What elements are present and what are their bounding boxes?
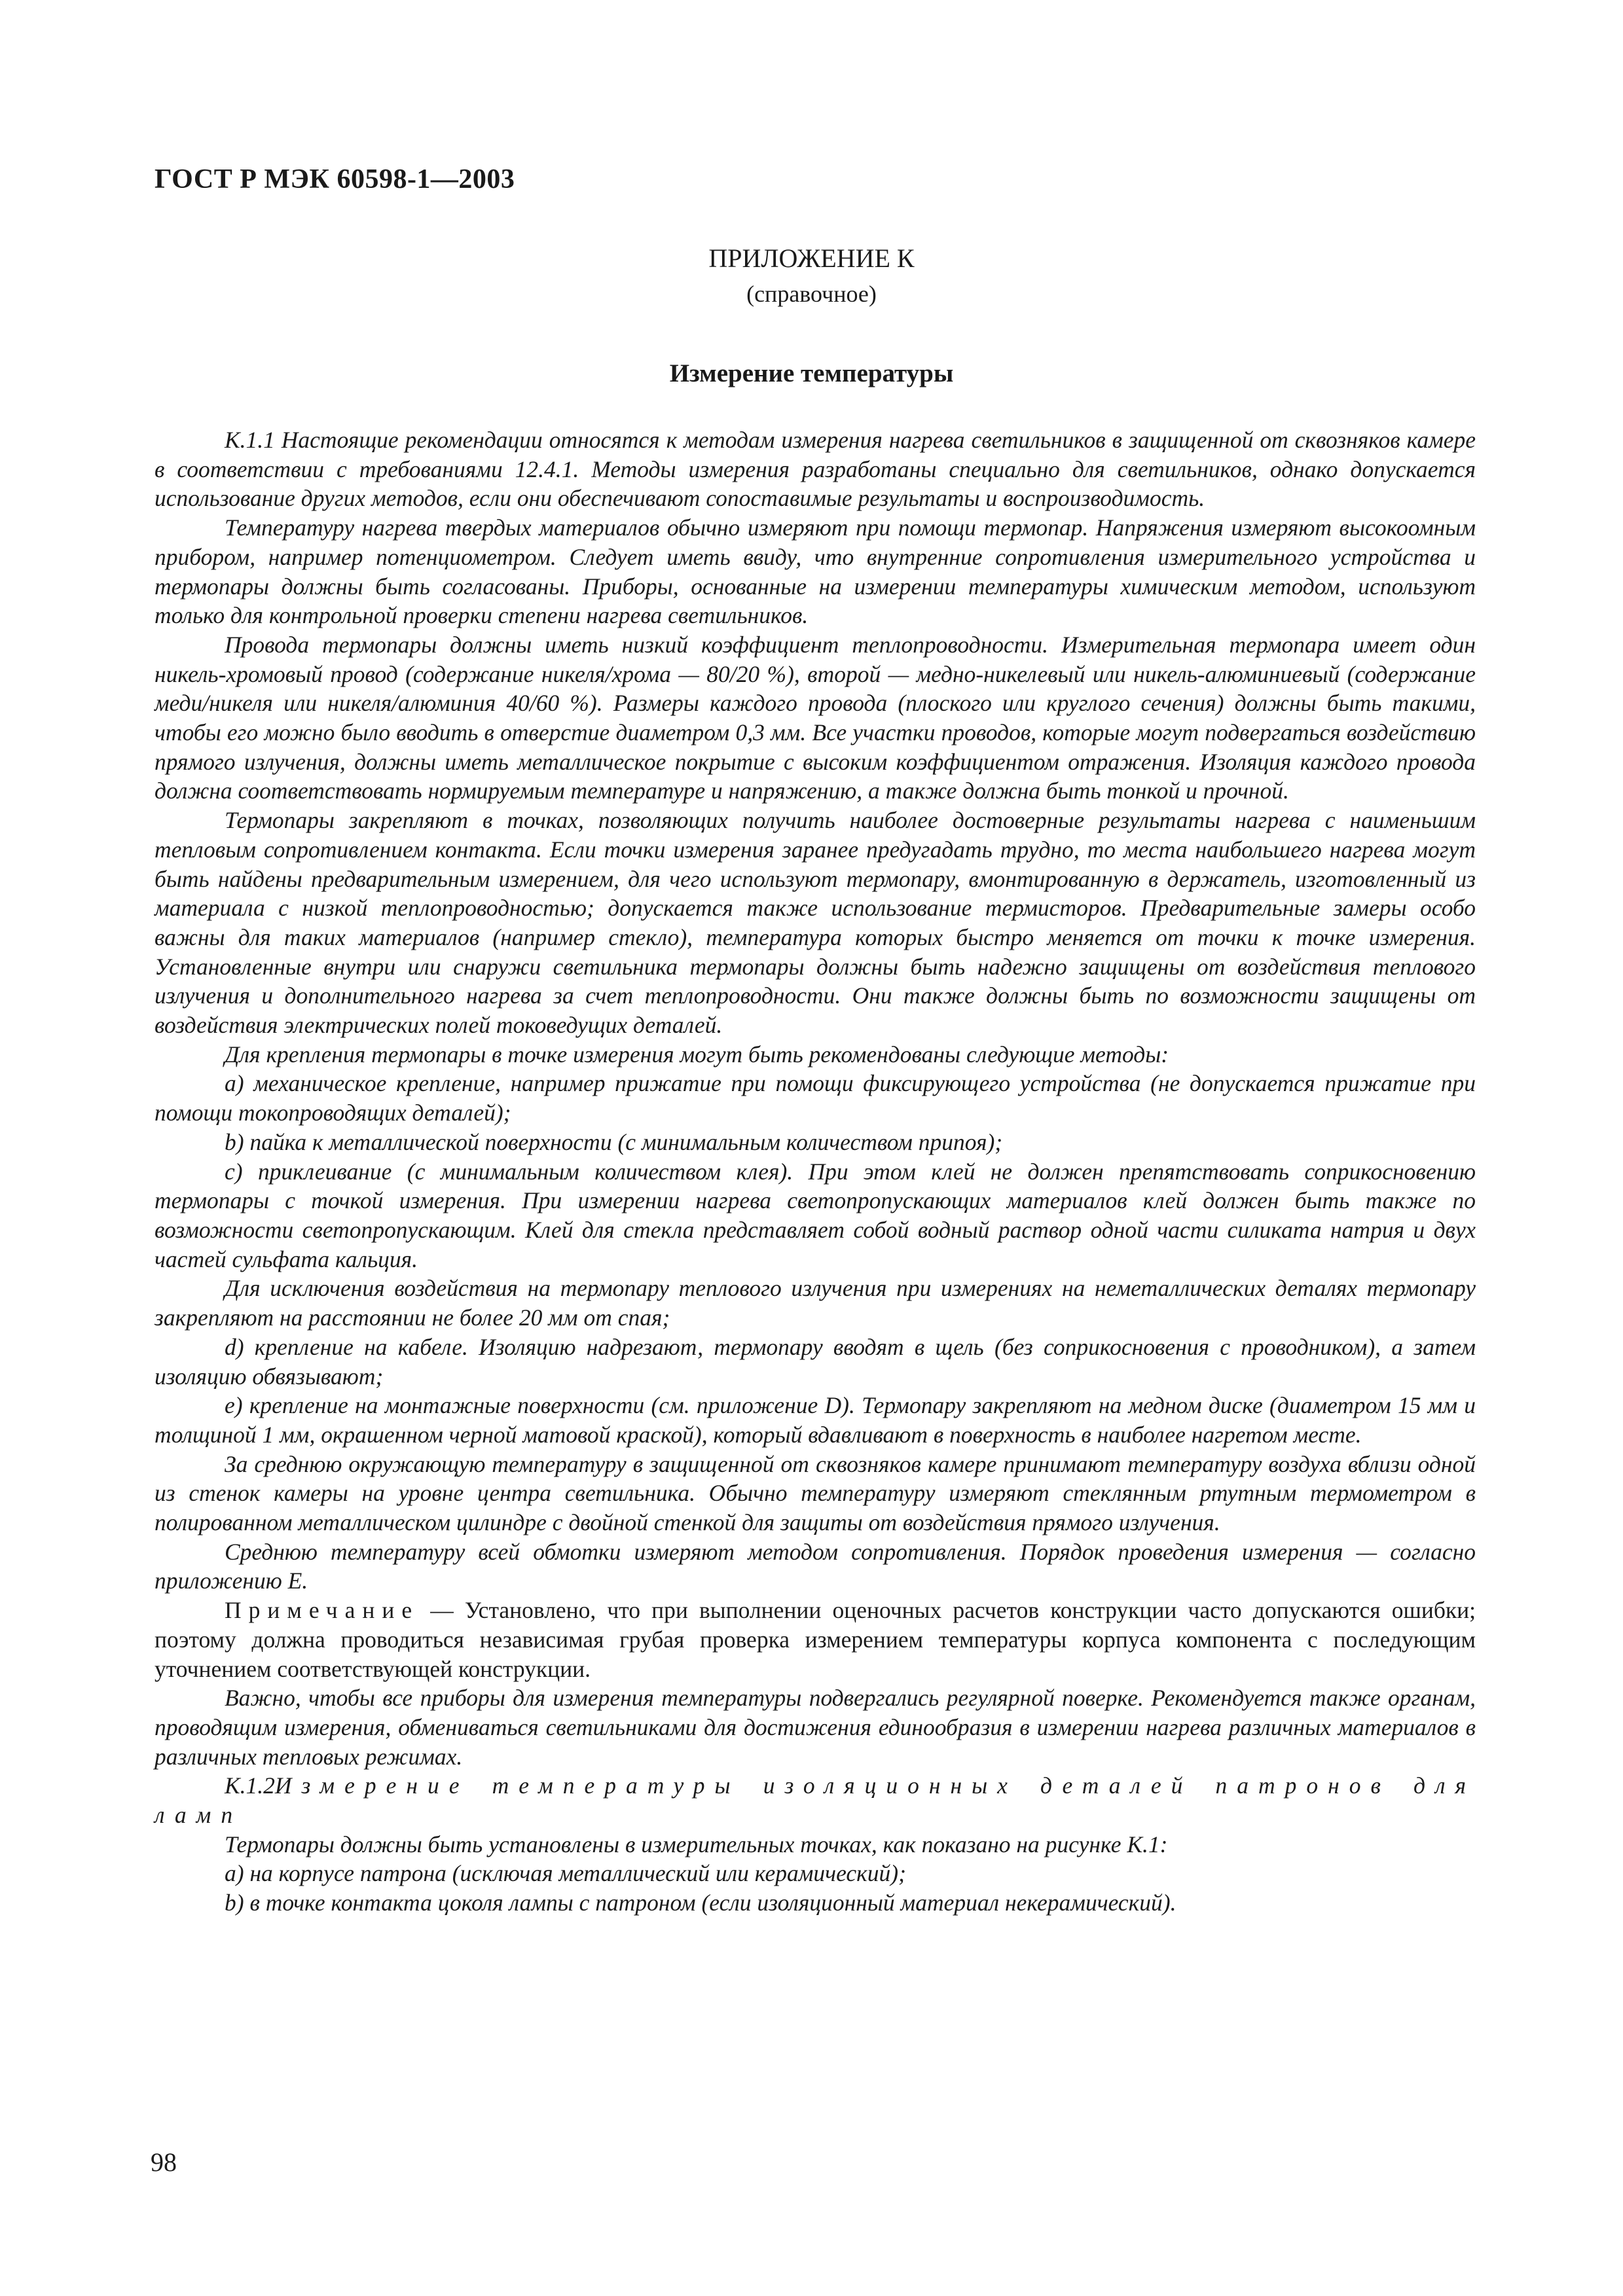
paragraph-calibration: Важно, чтобы все приборы для измерения температуры подвергались регулярной поверке. Рекомендуется также органам, проводящим измерения, обмениваться светильниками для достижения единообразия в измерении нагрева различных материалов в различных тепловых режимах.: [155, 1685, 1476, 1770]
final-list-item-b: b) в точке контакта цоколя лампы с патроном (если изоляционный материал некерамический).: [225, 1890, 1176, 1916]
list-item-a: а) механическое крепление, например прижатие при помощи фиксирующего устройства (не допускается прижатие при помощи токопроводящих деталей);: [155, 1070, 1476, 1126]
final-list-item-a: а) на корпусе патрона (исключая металлический или керамический);: [225, 1860, 906, 1887]
paragraph-k11: К.1.1 Настоящие рекомендации относятся к методам измерения нагрева светильников в защищенной от сквозняков камере в соответствии с требованиями 12.4.1. Методы измерения разработаны специально для светильников, однако допускается использование других методов, если они обеспечивают сопоставимые результаты и воспроизводимость.: [155, 427, 1476, 512]
section-title: Измерение температуры: [669, 359, 954, 387]
standard-header: ГОСТ Р МЭК 60598-1—2003: [155, 164, 515, 194]
appendix-heading: [0, 241, 1623, 312]
paragraph-ambient: За среднюю окружающую температуру в защищенной от сквозняков камере принимают температуру воздуха вблизи одной из стенок камеры на уровне центра светильника. Обычно температуру измеряют стеклянным ртутным термометром в полированном металлическом цилиндре с двойной стенкой для защиты от воздействия прямого излучения.: [155, 1450, 1476, 1536]
body-text: [155, 425, 1476, 1918]
list-item-c: с) приклеивание (с минимальным количеством клея). При этом клей не должен препятствовать соприкосновению термопары с точкой измерения. При измерении нагрева светопропускающих материалов клей должен быть также по возможности светопропускающим. Клей для стекла представляет собой водный раствор одной части силиката натрия и двух частей сульфата кальция.: [155, 1158, 1476, 1272]
paragraph-methods-intro: Для крепления термопары в точке измерения могут быть рекомендованы следующие методы:: [225, 1041, 1169, 1067]
list-item-d: d) крепление на кабеле. Изоляцию надрезают, термопару вводят в щель (без соприкосновения с проводником), а затем изоляцию обвязывают;: [155, 1333, 1476, 1390]
note-text: — Установлено, что при выполнении оценочных расчетов конструкции часто допускаются ошибки; поэтому должна проводиться независимая грубая проверка измерением температуры корпуса компонента с последующим уточнением соответствующей конструкции.: [155, 1597, 1476, 1682]
subsection-title: Измерение температуры изоляционных деталей патронов для ламп: [155, 1772, 1476, 1829]
appendix-subtitle: (справочное): [746, 281, 877, 307]
appendix-title: ПРИЛОЖЕНИЕ К: [708, 243, 915, 273]
paragraph-wires: Провода термопары должны иметь низкий коэффициент теплопроводности. Измерительная термопара имеет один никель-хромовый провод (содержание никеля/хрома — 80/20 %), второй — медно-никелевый или никель-алюминиевый (содержание меди/никеля или никеля/алюминия 40/60 %). Размеры каждого провода (плоского или круглого сечения) должны быть такими, чтобы его можно было вводить в отверстие диаметром 0,3 мм. Все участки проводов, которые могут подвергаться воздействию прямого излучения, должны иметь металлическое покрытие с высоким коэффициентом отражения. Изоляция каждого провода должна соответствовать нормируемым температуре и напряжению, а также должна быть тонкой и прочной.: [155, 631, 1476, 804]
paragraph-winding: Среднюю температуру всей обмотки измеряют методом сопротивления. Порядок проведения измерения — согласно приложению Е.: [155, 1538, 1476, 1594]
paragraph-radiation: Для исключения воздействия на термопару теплового излучения при измерениях на неметаллических деталях термопару закрепляют на расстоянии не более 20 мм от спая;: [155, 1275, 1476, 1331]
subsection-number: К.1.2: [225, 1772, 275, 1799]
paragraph-thermocouples: Температуру нагрева твердых материалов обычно измеряют при помощи термопар. Напряжения измеряют высокоомным прибором, например потенциометром. Следует иметь ввиду, что внутренние сопротивления измерительного устройства и термопары должны быть согласованы. Приборы, основанные на измерении температуры химическим методом, используют только для контрольной проверки степени нагрева светильников.: [155, 514, 1476, 629]
paragraph-figure-ref: Термопары должны быть установлены в измерительных точках, как показано на рисунке К.1:: [225, 1831, 1168, 1857]
note-label: Примечание: [225, 1597, 420, 1624]
page-number: 98: [151, 2147, 177, 2177]
paragraph-attachment-points: Термопары закрепляют в точках, позволяющих получить наиболее достоверные результаты нагрева с наименьшим тепловым сопротивлением контакта. Если точки измерения заранее предугадать трудно, то места наибольшего нагрева могут быть найдены предварительным измерением, для чего используют термопару, вмонтированную в держатель, изготовленный из материала с низкой теплопроводностью; допускается также использование термисторов. Предварительные замеры особо важны для таких материалов (например стекло), температура которых быстро меняется от точки к точке измерения. Установленные внутри или снаружи светильника термопары должны быть надежно защищены от воздействия теплового излучения и дополнительного нагрева за счет теплопроводности. Они также должны быть по возможности защищены от воздействия электрических полей токоведущих деталей.: [155, 807, 1476, 1039]
subsection-heading: [155, 1771, 1476, 1829]
list-item-e: е) крепление на монтажные поверхности (см. приложение D). Термопару закрепляют на медном диске (диаметром 15 мм и толщиной 1 мм, окрашенном черной матовой краской), который вдавливают в поверхность в наиболее нагретом месте.: [155, 1392, 1476, 1448]
list-item-b: b) пайка к металлической поверхности (с минимальным количеством припоя);: [225, 1128, 1003, 1155]
note-paragraph: [155, 1596, 1476, 1683]
